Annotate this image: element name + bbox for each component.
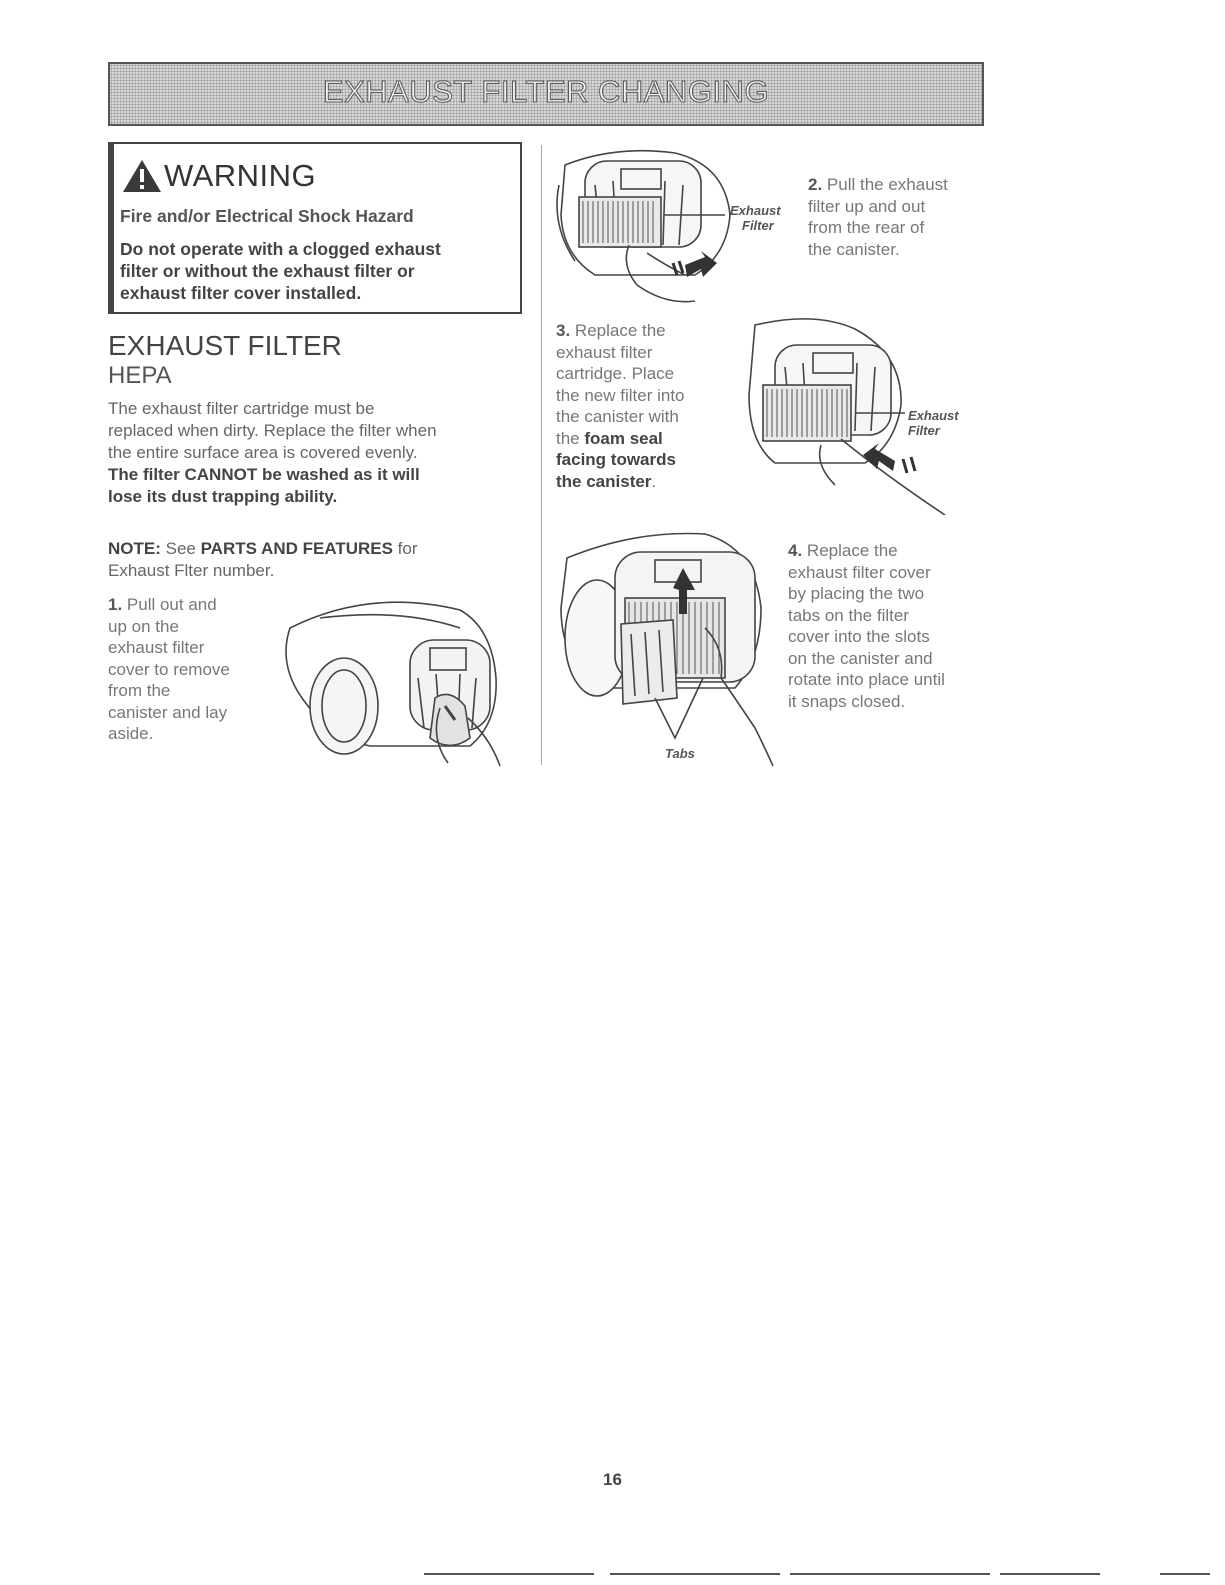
step-number: 3. — [556, 321, 571, 340]
step-4 — [788, 540, 988, 712]
step-text: on the canister and — [788, 648, 933, 668]
step-text: cover into the slots — [788, 627, 930, 646]
warning-hazard: Fire and/or Electrical Shock Hazard — [120, 206, 414, 226]
step-text: Replace the — [802, 541, 898, 560]
warning-line: exhaust filter cover installed. — [120, 283, 362, 303]
exhaust-filter-callout — [908, 408, 959, 438]
step-number: 1. — [108, 595, 123, 614]
callout-line: Exhaust — [730, 203, 781, 218]
step-text: Replace the — [570, 321, 666, 340]
callout-line: Filter — [742, 218, 774, 233]
warning-title: WARNING — [164, 158, 317, 193]
note-label: NOTE: — [108, 539, 161, 558]
note-paragraph — [108, 538, 528, 582]
section-subtitle: HEPA — [108, 362, 172, 389]
step-text: up on the — [108, 616, 179, 636]
tabs-callout: Tabs — [665, 746, 695, 761]
step-number: 2. — [808, 175, 823, 194]
step-text: cover to remove — [108, 659, 230, 679]
step-text: aside. — [108, 724, 154, 743]
column-divider — [541, 145, 542, 765]
scan-artifact — [1000, 1573, 1100, 1575]
callout-line: Exhaust — [908, 408, 959, 423]
note-text: for — [392, 539, 418, 558]
section-banner — [108, 62, 984, 126]
step-text: exhaust filter — [556, 342, 653, 362]
warning-triangle-icon — [122, 159, 162, 193]
warning-line: Do not operate with a clogged exhaust — [120, 239, 441, 259]
step-text: from the — [108, 681, 171, 700]
step-text: exhaust filter cover — [788, 562, 931, 582]
callout-line: Filter — [908, 423, 940, 438]
step-text: it snaps closed. — [788, 691, 906, 711]
step-text: the canister. — [808, 239, 900, 259]
warning-header — [122, 158, 316, 194]
warning-box — [108, 142, 522, 314]
step-2 — [808, 174, 1008, 260]
step-text: by placing the two — [788, 584, 925, 603]
note-line: Exhaust Flter number. — [108, 561, 275, 580]
step-1 — [108, 594, 268, 745]
step-text: filter up and out — [808, 196, 926, 216]
step-text: exhaust filter — [108, 638, 205, 657]
warning-body — [120, 238, 520, 304]
step-text: the canister with — [556, 407, 679, 426]
step-text: Pull out and — [122, 595, 217, 614]
step-text: from the rear of — [808, 218, 925, 237]
step-text: Pull the exhaust — [822, 175, 948, 194]
scan-artifact — [790, 1573, 990, 1575]
exhaust-filter-callout — [730, 203, 781, 233]
scan-artifact — [1160, 1573, 1210, 1575]
intro-bold-line: The filter CANNOT be washed as it will — [108, 465, 420, 484]
banner-title: EXHAUST FILTER CHANGING — [322, 74, 770, 109]
intro-bold-line: lose its dust trapping ability. — [108, 487, 338, 506]
scan-artifact — [610, 1573, 780, 1575]
step-bold-text: the canister — [556, 471, 652, 491]
scan-artifact — [424, 1573, 594, 1575]
warning-line: filter or without the exhaust filter or — [120, 261, 415, 281]
page-number: 16 — [603, 1470, 622, 1489]
cover-replace-illustration — [555, 528, 790, 768]
step-bold-text: foam seal — [584, 428, 663, 448]
step-text: the — [556, 428, 585, 448]
step-text: tabs on the filter — [788, 605, 909, 625]
step-text: the new filter into — [556, 385, 685, 405]
step-text: rotate into place until — [788, 670, 945, 689]
step-text: . — [651, 471, 657, 491]
intro-paragraph — [108, 398, 528, 508]
canister-illustration-step-1 — [260, 588, 510, 768]
step-3 — [556, 320, 746, 492]
step-text: cartridge. Place — [556, 364, 675, 383]
step-number: 4. — [788, 541, 803, 560]
intro-line: The exhaust filter cartridge must be — [108, 399, 375, 418]
intro-line: replaced when dirty. Replace the filter when — [108, 421, 437, 440]
note-reference: PARTS AND FEATURES — [200, 539, 393, 558]
step-text: canister and lay — [108, 702, 228, 722]
note-text: See — [160, 539, 201, 558]
section-title: EXHAUST FILTER — [108, 330, 342, 361]
step-bold-text: facing towards — [556, 450, 676, 469]
intro-line: the entire surface area is covered evenly. — [108, 443, 418, 462]
